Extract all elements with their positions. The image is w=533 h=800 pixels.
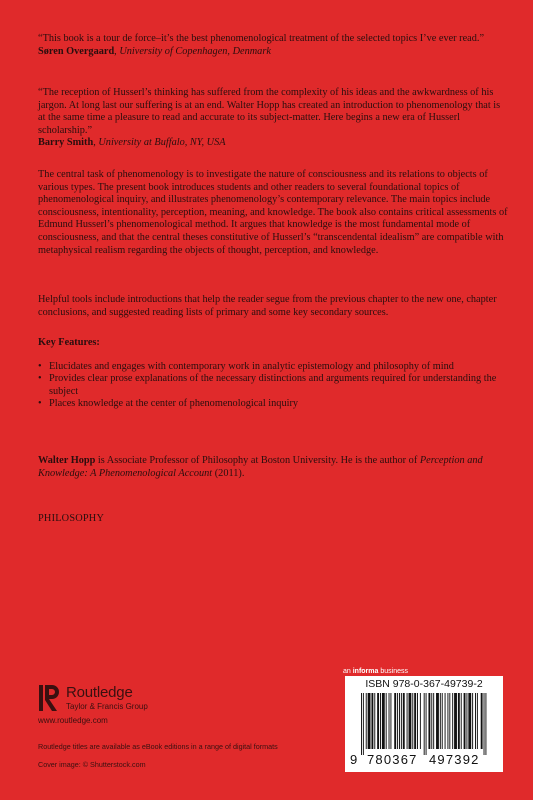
praise-name: Barry Smith — [38, 137, 94, 149]
key-features — [38, 337, 508, 411]
barcode-left-digits: 780367 — [367, 752, 418, 767]
barcode-right-digits: 497392 — [429, 752, 480, 767]
key-features-heading: Key Features: — [38, 337, 100, 348]
subject-category: PHILOSOPHY — [38, 513, 105, 524]
praise-name: Søren Overgaard — [38, 45, 115, 57]
author-bio-text: is Associate Professor of Philosophy at Boston University. He is the author of — [95, 455, 420, 466]
barcode-icon — [361, 693, 487, 755]
praise-quote: “This book is a tour de force–it’s the best phenomenological treatment of the selected topics I’ve ever read.” — [38, 33, 485, 44]
informa-business-label: an informa business — [343, 668, 408, 675]
praise-quote: “The reception of Husserl’s thinking has suffered from the complexity of his ideas and the awkwardness of his jargon. At long last our suffering is at an end. Walter Hopp has created an introduction to phenomenology that is at the same time a pleasure to read and accurate to its subject-matter. Here begins a new era of Husserl scholarship.” — [38, 87, 501, 136]
author-bio — [38, 455, 508, 480]
routledge-logo-icon — [38, 683, 62, 713]
praise-1: “This book is a tour de force–it’s the best phenomenological treatment of the selected topics I’ve ever read.” Søren Overgaard, University of Copenhagen, Denmark — [38, 33, 508, 58]
publisher-name: Routledge — [66, 684, 133, 701]
author-name: Walter Hopp — [38, 455, 96, 466]
publisher-logo — [38, 683, 178, 713]
author-book-title: Perception and Knowledge: A Phenomenological Account — [38, 455, 483, 479]
tools-paragraph: Helpful tools include introductions that help the reader segue from the previous chapter to the new one, chapter conclusions, and suggested reading lists of primary and some key secondary sources. — [38, 294, 497, 318]
isbn-label: ISBN 978-0-367-49739-2 — [365, 678, 483, 690]
publisher-website[interactable]: www.routledge.com — [38, 716, 108, 725]
list-item: • Places knowledge at the center of phenomenological inquiry — [38, 398, 508, 411]
praise-affiliation: University of Copenhagen, Denmark — [119, 45, 271, 57]
publisher-group: Taylor & Francis Group — [66, 702, 148, 711]
list-item: • Provides clear prose explanations of the necessary distinctions and arguments required for understanding the subject — [38, 373, 508, 398]
description: The central task of phenomenology is to investigate the nature of consciousness and its relations to objects of various types. The present book introduces students and other readers to several foundational topics of phenomenological inquiry, and illustrates phenomenology’s contemporary relevance. The main topics include consciousness, intentionality, perception, meaning, and knowledge. The book also contains critical assessments of Edmund Husserl’s phenomenological method. It argues that knowledge is the most fundamental mode of consciousness, and that the central theses constitutive of Husserl’s “transcendental idealism” are compatible with metaphysical realism regarding the objects of thought, perception, and knowledge. — [38, 169, 508, 256]
cover-credit: Cover image: © Shutterstock.com — [38, 760, 146, 769]
ebook-note: Routledge titles are available as eBook editions in a range of digital formats — [38, 742, 278, 751]
author-book-year: (2011). — [212, 467, 245, 479]
key-features-list — [38, 361, 508, 411]
list-item: • Elucidates and engages with contemporary work in analytic epistemology and philosophy of mind — [38, 361, 508, 374]
praise-affiliation: University at Buffalo, NY, USA — [98, 137, 226, 149]
barcode-lead-digit: 9 — [350, 752, 359, 767]
praise-2: “The reception of Husserl’s thinking has suffered from the complexity of his ideas and the awkwardness of his jargon. At long last our suffering is at an end. Walter Hopp has created an introduction to phenomenology that is at the same time a pleasure to read and accurate to its subject-matter. Here begins a new era of Husserl scholarship.” Barry Smith, University at Buffalo, NY, USA — [38, 87, 508, 150]
isbn-barcode — [345, 676, 503, 772]
